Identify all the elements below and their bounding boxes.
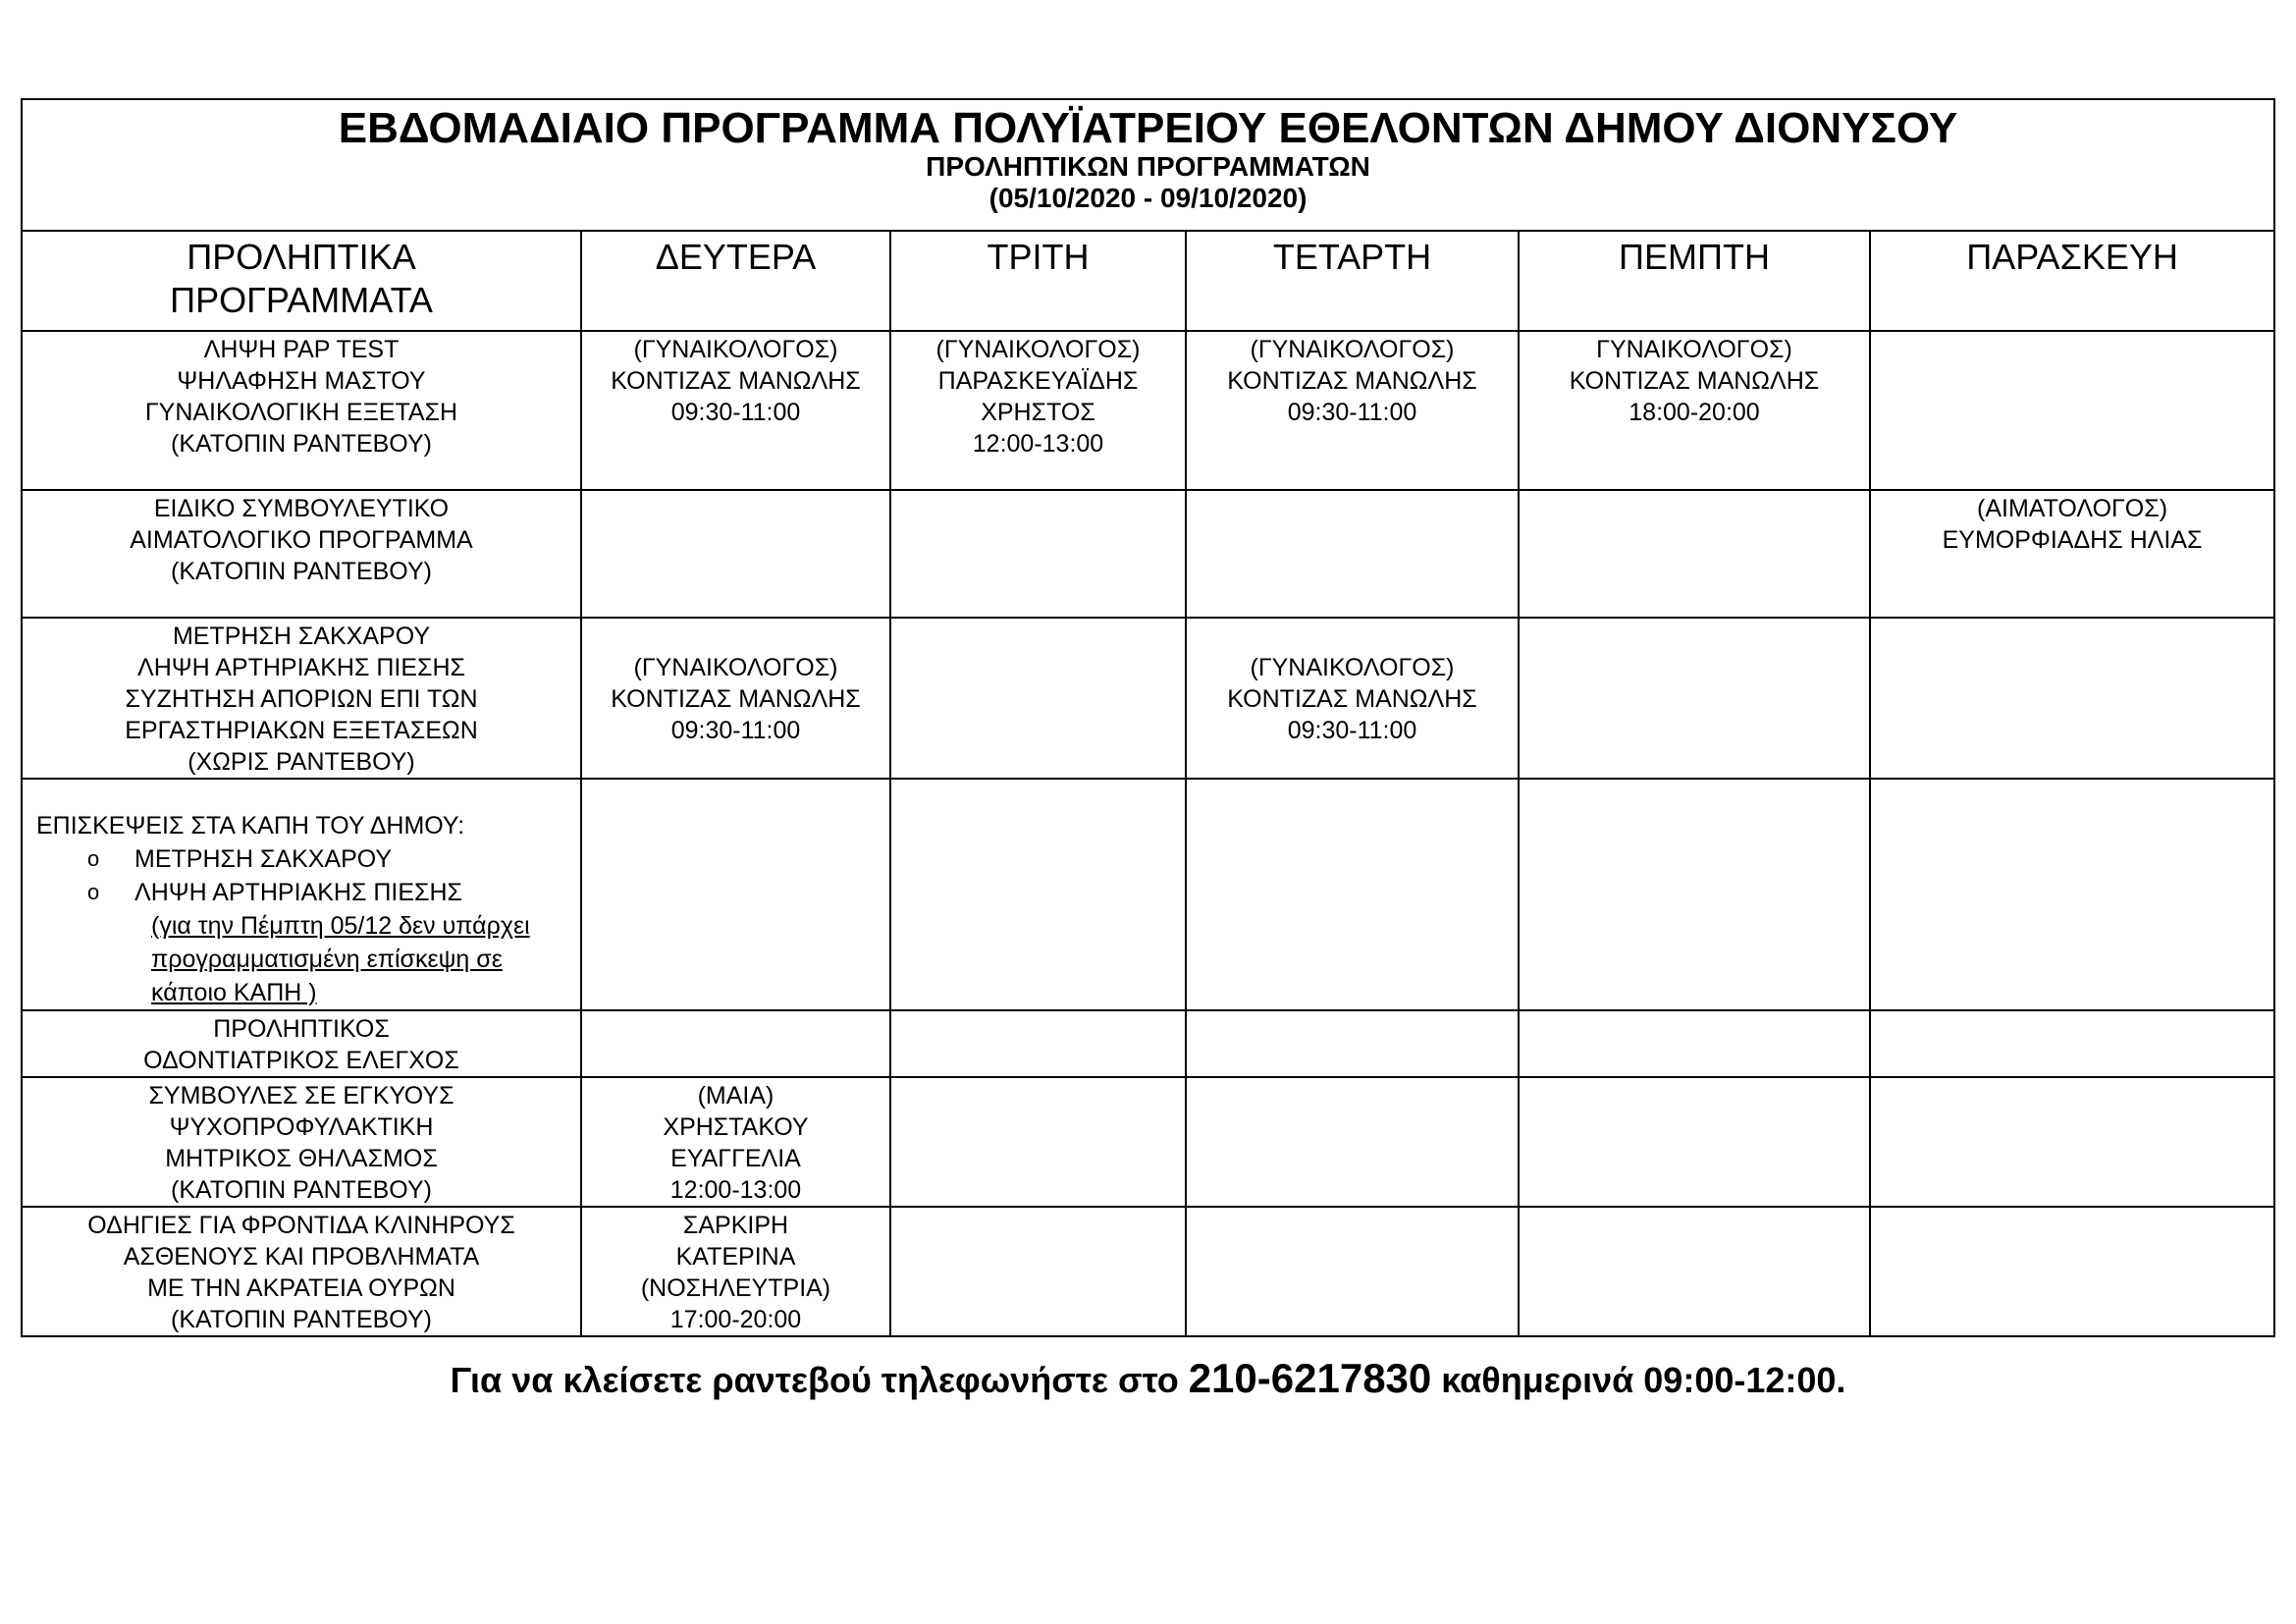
friday-text: (ΑΙΜΑΤΟΛΟΓΟΣ) ΕΥΜΟΡΦΙΑΔΗΣ ΗΛΙΑΣ (1942, 495, 2203, 554)
kapi-note-line3: κάποιο ΚΑΠΗ ) (151, 979, 317, 1006)
header-friday: ΠΑΡΑΣΚΕΥΗ (1870, 231, 2274, 331)
tuesday-cell (890, 779, 1186, 1010)
header-programs-line2: ΠΡΟΓΡΑΜΜΑΤΑ (170, 280, 433, 320)
bullet-icon: o (87, 880, 100, 904)
friday-cell (1870, 779, 2274, 1010)
friday-cell (1870, 331, 2274, 490)
footer-text-before: Για να κλείσετε ραντεβού τηλεφωνήστε στο (450, 1360, 1189, 1400)
phone-number: 210-6217830 (1188, 1355, 1432, 1401)
friday-cell (1870, 1010, 2274, 1077)
thursday-cell (1519, 490, 1870, 618)
program-cell-kapi-visits (22, 779, 581, 1010)
footer-text-after: καθημερινά 09:00-12:00. (1431, 1360, 1846, 1400)
kapi-note-line2: προγραμματισμένη επίσκεψη σε (151, 946, 503, 973)
program-text: ΣΥΜΒΟΥΛΕΣ ΣΕ ΕΓΚΥΟΥΣ ΨΥΧΟΠΡΟΦΥΛΑΚΤΙΚΗ ΜΗΤΡΙΚΟΣ ΘΗΛΑΣΜΟΣ (ΚΑΤΟΠΙΝ ΡΑΝΤΕΒΟΥ) (148, 1082, 454, 1204)
tuesday-cell (890, 1077, 1186, 1207)
program-cell (22, 618, 581, 779)
wednesday-cell (1186, 331, 1519, 490)
program-text: ΕΙΔΙΚΟ ΣΥΜΒΟΥΛΕΥΤΙΚΟ ΑΙΜΑΤΟΛΟΓΙΚΟ ΠΡΟΓΡΑΜΜΑ (ΚΑΤΟΠΙΝ ΡΑΝΤΕΒΟΥ) (130, 495, 473, 585)
table-row (22, 490, 2274, 618)
program-cell (22, 331, 581, 490)
thursday-cell (1519, 1207, 1870, 1336)
program-cell (22, 1077, 581, 1207)
wednesday-cell (1186, 1077, 1519, 1207)
header-tuesday: ΤΡΙΤΗ (890, 231, 1186, 331)
header-programs (22, 231, 581, 331)
tuesday-cell (890, 331, 1186, 490)
monday-cell (581, 490, 890, 618)
program-cell (22, 490, 581, 618)
thursday-text: ΓΥΝΑΙΚΟΛΟΓΟΣ) ΚΟΝΤΙΖΑΣ ΜΑΝΩΛΗΣ 18:00-20:00 (1569, 336, 1820, 426)
header-row (22, 231, 2274, 331)
header-thursday: ΠΕΜΠΤΗ (1519, 231, 1870, 331)
wednesday-cell (1186, 1010, 1519, 1077)
thursday-cell (1519, 1077, 1870, 1207)
friday-cell (1870, 490, 2274, 618)
bullet-icon: o (87, 846, 100, 871)
monday-cell (581, 1207, 890, 1336)
monday-cell (581, 1010, 890, 1077)
schedule-table (21, 98, 2275, 1337)
program-text: ΜΕΤΡΗΣΗ ΣΑΚΧΑΡΟΥ ΛΗΨΗ ΑΡΤΗΡΙΑΚΗΣ ΠΙΕΣΗΣ ΣΥΖΗΤΗΣΗ ΑΠΟΡΙΩΝ ΕΠΙ ΤΩΝ ΕΡΓΑΣΤΗΡΙΑΚΩΝ ΕΞΕΤΑΣΕΩΝ (ΧΩΡΙΣ ΡΑΝΤΕΒΟΥ) (125, 623, 478, 776)
monday-cell (581, 618, 890, 779)
monday-text: (ΓΥΝΑΙΚΟΛΟΓΟΣ) ΚΟΝΤΙΖΑΣ ΜΑΝΩΛΗΣ 09:30-11:00 (611, 336, 861, 426)
wednesday-text: (ΓΥΝΑΙΚΟΛΟΓΟΣ) ΚΟΝΤΙΖΑΣ ΜΑΝΩΛΗΣ 09:30-11:00 (1227, 654, 1477, 744)
list-item (36, 842, 580, 876)
friday-cell (1870, 1207, 2274, 1336)
table-row (22, 779, 2274, 1010)
tuesday-cell (890, 1010, 1186, 1077)
program-text: ΟΔΗΓΙΕΣ ΓΙΑ ΦΡΟΝΤΙΔΑ ΚΛΙΝΗΡΟΥΣ ΑΣΘΕΝΟΥΣ ΚΑΙ ΠΡΟΒΛΗΜΑΤΑ ΜΕ ΤΗΝ ΑΚΡΑΤΕΙΑ ΟΥΡΩΝ (ΚΑΤΟΠΙΝ ΡΑΝΤΕΒΟΥ) (87, 1212, 515, 1333)
table-row (22, 1010, 2274, 1077)
wednesday-cell (1186, 490, 1519, 618)
monday-text: ΣΑΡΚΙΡΗ ΚΑΤΕΡΙΝΑ (ΝΟΣΗΛΕΥΤΡΙΑ) 17:00-20:00 (640, 1212, 831, 1333)
wednesday-cell (1186, 779, 1519, 1010)
kapi-visits-list (36, 842, 580, 909)
wednesday-cell (1186, 1207, 1519, 1336)
friday-cell (1870, 618, 2274, 779)
list-item-label: ΜΕΤΡΗΣΗ ΣΑΚΧΑΡΟΥ (134, 845, 393, 873)
wednesday-text: (ΓΥΝΑΙΚΟΛΟΓΟΣ) ΚΟΝΤΙΖΑΣ ΜΑΝΩΛΗΣ 09:30-11:00 (1227, 336, 1477, 426)
kapi-note-line1: (για την Πέμπτη 05/12 δεν υπάρχει (151, 912, 530, 940)
tuesday-cell (890, 490, 1186, 618)
monday-cell (581, 331, 890, 490)
monday-cell (581, 779, 890, 1010)
schedule-sheet (21, 98, 2273, 1337)
list-item (36, 876, 580, 909)
header-programs-line1: ΠΡΟΛΗΠΤΙΚΑ (187, 237, 416, 277)
table-row (22, 331, 2274, 490)
friday-cell (1870, 1077, 2274, 1207)
program-text: ΛΗΨΗ PAP TEST ΨΗΛΑΦΗΣΗ ΜΑΣΤΟΥ ΓΥΝΑΙΚΟΛΟΓΙΚΗ ΕΞΕΤΑΣΗ (ΚΑΤΟΠΙΝ ΡΑΝΤΕΒΟΥ) (144, 336, 458, 458)
header-monday: ΔΕΥΤΕΡΑ (581, 231, 890, 331)
title-cell (22, 99, 2274, 231)
thursday-cell (1519, 779, 1870, 1010)
list-item-label: ΛΗΨΗ ΑΡΤΗΡΙΑΚΗΣ ΠΙΕΣΗΣ (134, 879, 462, 906)
page-title: ΕΒΔΟΜΑΔΙΑΙΟ ΠΡΟΓΡΑΜΜΑ ΠΟΛΥΪΑΤΡΕΙΟΥ ΕΘΕΛΟΝΤΩΝ ΔΗΜΟΥ ΔΙΟΝΥΣΟΥ (338, 104, 1958, 152)
tuesday-cell (890, 618, 1186, 779)
wednesday-cell (1186, 618, 1519, 779)
monday-text: (ΓΥΝΑΙΚΟΛΟΓΟΣ) ΚΟΝΤΙΖΑΣ ΜΑΝΩΛΗΣ 09:30-11:00 (611, 654, 861, 744)
header-wednesday: ΤΕΤΑΡΤΗ (1186, 231, 1519, 331)
tuesday-cell (890, 1207, 1186, 1336)
monday-text: (ΜΑΙΑ) ΧΡΗΣΤΑΚΟΥ ΕΥΑΓΓΕΛΙΑ 12:00-13:00 (663, 1082, 809, 1204)
thursday-cell (1519, 618, 1870, 779)
table-row (22, 1207, 2274, 1336)
kapi-visits-intro: ΕΠΙΣΚΕΨΕΙΣ ΣΤΑ ΚΑΠΗ ΤΟΥ ΔΗΜΟΥ: (36, 812, 465, 839)
page-subtitle: ΠΡΟΛΗΠΤΙΚΩΝ ΠΡΟΓΡΑΜΜΑΤΩΝ (926, 151, 1370, 182)
monday-cell (581, 1077, 890, 1207)
title-row (22, 99, 2274, 231)
date-range: (05/10/2020 - 09/10/2020) (988, 183, 1308, 213)
footer-note (0, 1357, 2296, 1402)
table-row (22, 618, 2274, 779)
thursday-cell (1519, 1010, 1870, 1077)
thursday-cell (1519, 331, 1870, 490)
program-text: ΠΡΟΛΗΠΤΙΚΟΣ ΟΔΟΝΤΙΑΤΡΙΚΟΣ ΕΛΕΓΧΟΣ (143, 1015, 459, 1074)
tuesday-text: (ΓΥΝΑΙΚΟΛΟΓΟΣ) ΠΑΡΑΣΚΕΥΑΪΔΗΣ ΧΡΗΣΤΟΣ 12:00-13:00 (935, 336, 1141, 458)
program-cell (22, 1010, 581, 1077)
program-cell (22, 1207, 581, 1336)
table-row (22, 1077, 2274, 1207)
